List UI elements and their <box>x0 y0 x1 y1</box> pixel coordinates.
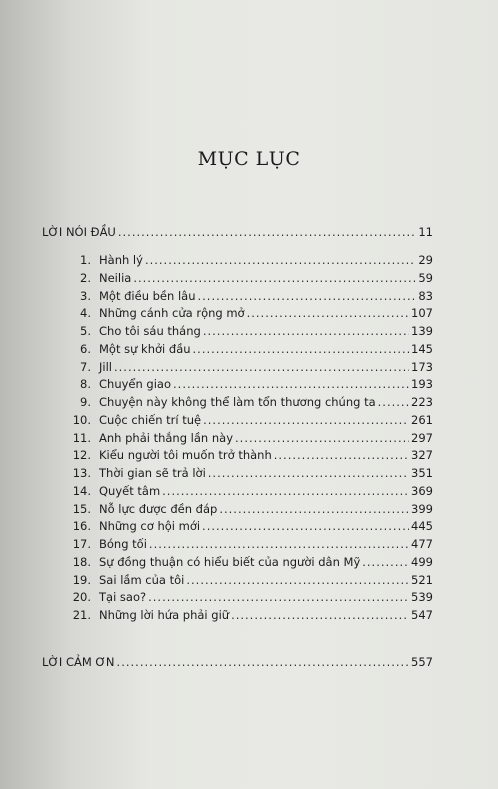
toc-entry-number: 10. <box>72 412 91 427</box>
toc-entry-number: 12. <box>72 448 91 463</box>
toc-entry-label: Anh phải thắng lần này <box>99 430 234 445</box>
toc-entry <box>55 448 433 462</box>
toc-entry <box>55 360 433 374</box>
toc-entry-page: 547 <box>411 608 433 622</box>
toc-entry <box>55 253 433 267</box>
toc-entry-page: 193 <box>411 377 433 392</box>
toc-entry-number: 18. <box>72 554 91 569</box>
toc-entry-label: Quyết tâm <box>99 483 161 498</box>
toc-entry-number: 7. <box>80 359 91 374</box>
dot-leader <box>133 271 416 285</box>
toc-entry-label: Hành lý <box>99 253 143 267</box>
toc-entry-label: Thời gian sẽ trả lời <box>99 466 206 480</box>
dot-leader <box>186 573 409 587</box>
toc-entry-label: Một điều bền lâu <box>99 288 196 303</box>
page-title: MỤC LỤC <box>197 148 301 170</box>
dot-leader <box>173 377 409 391</box>
toc-entry-label: Cuộc chiến trí tuệ <box>99 412 202 427</box>
toc-entry-label: Chuyển giao <box>99 377 172 392</box>
toc-entry-page: 369 <box>411 483 433 498</box>
toc-entry-number: 16. <box>72 519 91 534</box>
toc-entry <box>55 484 433 498</box>
toc-entry-number: 13. <box>72 466 91 480</box>
dot-leader <box>118 225 417 239</box>
toc-entry-number: 4. <box>80 306 91 321</box>
dot-leader <box>145 253 416 267</box>
dot-leader <box>193 342 410 356</box>
toc-entry-label: Neilia <box>99 270 132 285</box>
toc-entry <box>55 324 433 338</box>
toc-entry <box>55 502 433 516</box>
dot-leader <box>362 555 409 569</box>
toc-entry-number: 11. <box>72 430 91 445</box>
toc-entry-label: Bóng tối <box>99 537 147 551</box>
toc-entry-page: 107 <box>411 306 433 321</box>
dot-leader <box>162 484 409 498</box>
toc-entry-label: Một sự khởi đầu <box>99 341 191 356</box>
toc-entry-label: Những cơ hội mới <box>99 519 201 534</box>
toc-entry <box>55 413 433 427</box>
toc-entry-label: Kiểu người tôi muốn trở thành <box>99 448 272 463</box>
toc-entry-label: Sự đồng thuận có hiểu biết của người dân Mỹ <box>99 554 361 569</box>
toc-entry-label: Nỗ lực được đền đáp <box>99 501 218 516</box>
toc-entry-page: 11 <box>418 225 433 239</box>
toc-entry-page: 29 <box>418 253 433 267</box>
dot-leader <box>235 431 409 445</box>
dot-leader <box>208 466 409 480</box>
toc-entry-page: 223 <box>411 395 433 409</box>
dot-leader <box>378 395 409 409</box>
toc-entry-page: 477 <box>411 537 433 551</box>
toc-entry-page: 297 <box>411 430 433 445</box>
dot-leader <box>198 289 417 303</box>
dot-leader <box>274 448 409 462</box>
dot-leader <box>231 608 409 622</box>
toc-entry-number: 2. <box>80 270 91 285</box>
dot-leader <box>247 306 409 320</box>
toc-entry <box>55 431 433 445</box>
dot-leader <box>114 360 409 374</box>
toc-entry-label: Chuyện này không thể làm tổn thương chúng ta <box>99 395 376 409</box>
toc-entry-outro <box>42 655 433 669</box>
toc-entry-page: 399 <box>411 501 433 516</box>
dot-leader <box>203 413 409 427</box>
toc-entry-label: Sai lầm của tôi <box>99 572 185 587</box>
toc-entry <box>55 608 433 622</box>
toc-entry <box>55 342 433 356</box>
toc-entry <box>55 271 433 285</box>
toc-entry <box>55 590 433 604</box>
toc-entry <box>55 466 433 480</box>
toc-entry <box>55 519 433 533</box>
toc-entry-label: LỜI NÓI ĐẦU <box>42 225 116 239</box>
toc-entry-number: 15. <box>72 501 91 516</box>
toc-entry-page: 445 <box>411 519 433 534</box>
toc-entry <box>55 289 433 303</box>
toc-entry-page: 521 <box>411 572 433 587</box>
toc-entry-label: Cho tôi sáu tháng <box>99 324 201 338</box>
toc-entry-page: 539 <box>411 590 433 605</box>
toc-entry <box>55 395 433 409</box>
toc-entry-page: 351 <box>411 466 433 480</box>
toc-entry-intro <box>42 225 433 239</box>
toc-entry-label: Tại sao? <box>99 590 147 605</box>
dot-leader <box>219 502 409 516</box>
toc-entry-number: 20. <box>72 590 91 605</box>
toc-entry-page: 499 <box>411 554 433 569</box>
toc-entry-number: 8. <box>80 377 91 392</box>
toc-entry-number: 1. <box>80 253 91 267</box>
toc-entry-number: 6. <box>80 341 91 356</box>
toc-entry <box>55 306 433 320</box>
toc-entry <box>55 555 433 569</box>
dot-leader <box>149 537 409 551</box>
toc-entry-page: 557 <box>411 655 433 669</box>
toc-entry-label: Những lời hứa phải giữ <box>99 608 230 622</box>
toc-entry-page: 83 <box>418 288 433 303</box>
toc-entry-page: 327 <box>411 448 433 463</box>
toc-entry-number: 5. <box>80 324 91 338</box>
toc-entry-number: 17. <box>72 537 91 551</box>
toc-entry-number: 3. <box>80 288 91 303</box>
toc-entry-number: 9. <box>80 395 91 409</box>
dot-leader <box>202 519 409 533</box>
dot-leader <box>203 324 409 338</box>
toc-entry-number: 21. <box>72 608 91 622</box>
toc-entry <box>55 573 433 587</box>
toc-entry-label: Jill <box>99 359 112 374</box>
toc-entry-page: 59 <box>418 270 433 285</box>
toc-entry-page: 139 <box>411 324 433 338</box>
toc-entry-page: 173 <box>411 359 433 374</box>
toc-entry-page: 261 <box>411 412 433 427</box>
toc-entry <box>55 377 433 391</box>
toc-entry-label: Những cánh cửa rộng mở <box>99 306 245 321</box>
dot-leader <box>148 590 409 604</box>
toc-entry-page: 145 <box>411 341 433 356</box>
toc-entry-label: LỜI CẢM ƠN <box>42 655 115 669</box>
dot-leader <box>117 655 410 669</box>
toc-entry-number: 14. <box>72 483 91 498</box>
toc-entry <box>55 537 433 551</box>
toc-entry-number: 19. <box>72 572 91 587</box>
